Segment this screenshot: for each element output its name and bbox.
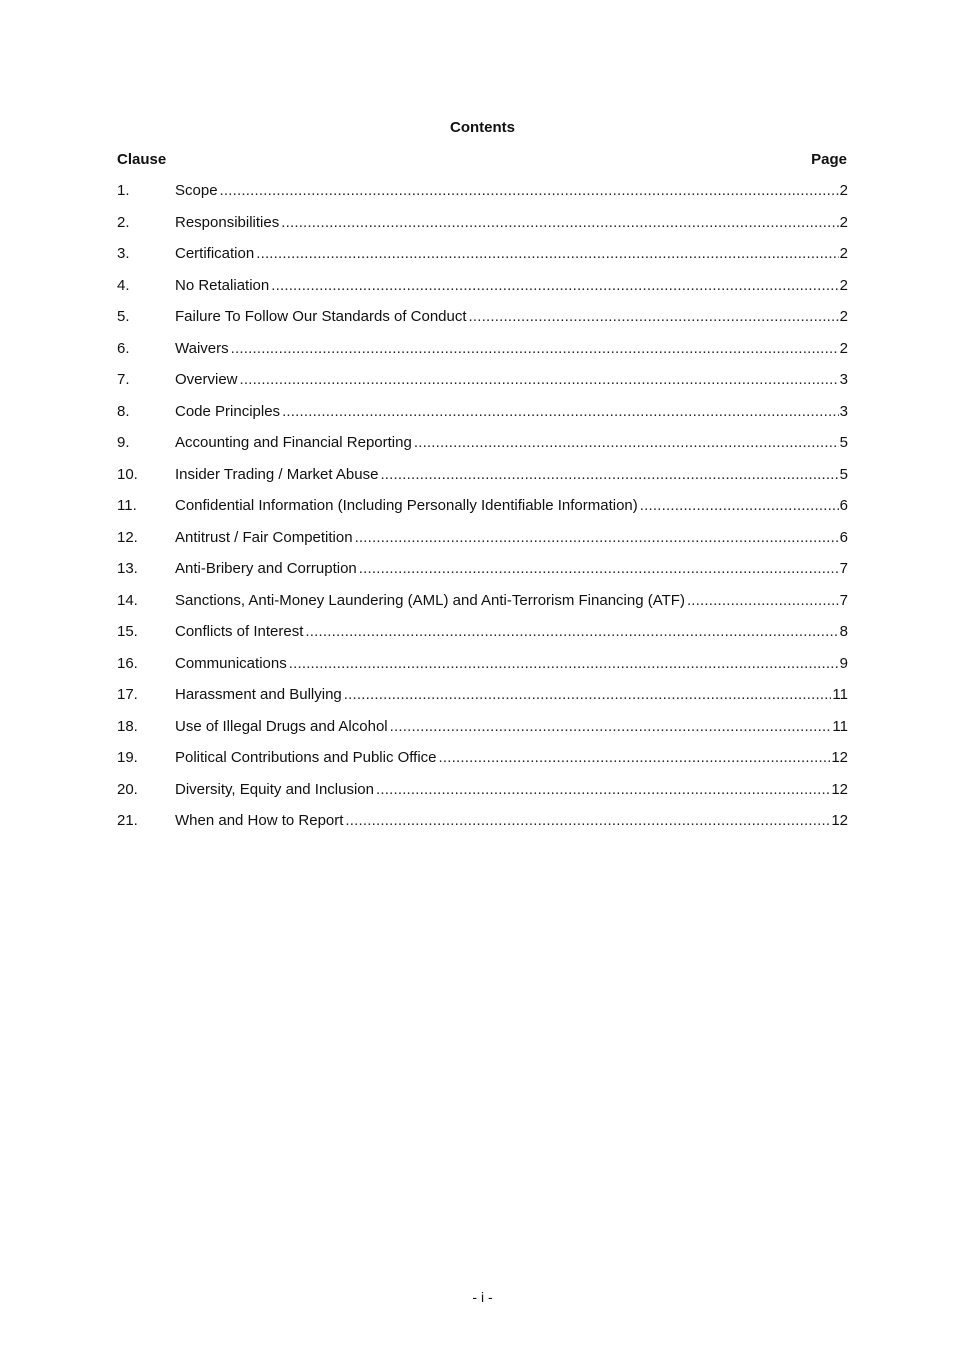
toc-entry-title[interactable]: Confidential Information (Including Personally Identifiable Information) <box>175 497 638 514</box>
toc-entry-number: 8. <box>117 402 130 420</box>
toc-entry[interactable] <box>117 276 848 308</box>
toc-entry-number: 3. <box>117 245 130 262</box>
toc-entry[interactable] <box>117 654 848 686</box>
toc-entry-title[interactable]: Insider Trading / Market Abuse <box>175 465 379 483</box>
toc-entry-page[interactable]: 6 <box>839 497 848 514</box>
dot-leader <box>687 591 839 611</box>
toc-entry-page[interactable]: 6 <box>839 528 848 546</box>
toc-entry-title[interactable]: Harassment and Bullying <box>175 686 342 703</box>
toc-entry-title[interactable]: Communications <box>175 654 287 672</box>
clause-column-header: Clause <box>117 151 167 168</box>
toc-entry-number: 21. <box>117 812 138 829</box>
toc-entry[interactable] <box>117 370 848 402</box>
toc-entry-title[interactable]: Failure To Follow Our Standards of Conduct <box>175 308 467 325</box>
toc-entry-number: 20. <box>117 780 138 798</box>
dot-leader <box>289 654 839 674</box>
dot-leader <box>345 811 830 831</box>
toc-entry-number: 7. <box>117 371 130 388</box>
toc-entry-title[interactable]: Certification <box>175 245 255 262</box>
dot-leader <box>305 622 838 642</box>
dot-leader <box>344 685 832 705</box>
toc-entry-number: 15. <box>117 623 138 640</box>
toc-entry[interactable] <box>117 717 848 749</box>
dot-leader <box>376 780 830 800</box>
dot-leader <box>414 433 839 453</box>
toc-entry-number: 17. <box>117 686 138 703</box>
toc-entry-number: 4. <box>117 276 130 294</box>
dot-leader <box>282 402 839 422</box>
dot-leader <box>256 244 838 264</box>
toc-entry-number: 18. <box>117 717 138 735</box>
toc-entry-number: 6. <box>117 339 130 357</box>
toc-entry-page[interactable]: 12 <box>831 749 848 766</box>
toc-entry[interactable] <box>117 433 848 465</box>
toc-entry[interactable] <box>117 244 848 276</box>
toc-entry-title[interactable]: Political Contributions and Public Office <box>175 749 437 766</box>
table-of-contents <box>117 181 848 843</box>
toc-entry-page[interactable]: 12 <box>831 812 848 829</box>
toc-entry-page[interactable]: 2 <box>839 339 848 357</box>
toc-entry-page[interactable]: 2 <box>839 213 848 231</box>
toc-entry-title[interactable]: Overview <box>175 371 238 388</box>
toc-entry-page[interactable]: 2 <box>839 245 848 262</box>
toc-entry[interactable] <box>117 496 848 528</box>
toc-entry-title[interactable]: Diversity, Equity and Inclusion <box>175 780 374 798</box>
toc-entry-number: 14. <box>117 591 138 609</box>
toc-entry-number: 2. <box>117 213 130 231</box>
toc-entry-number: 1. <box>117 182 130 199</box>
toc-entry-page[interactable]: 2 <box>839 308 848 325</box>
toc-entry-page[interactable]: 11 <box>832 686 848 703</box>
toc-entry-title[interactable]: Accounting and Financial Reporting <box>175 434 412 451</box>
toc-entry-page[interactable]: 8 <box>839 623 848 640</box>
toc-entry-number: 9. <box>117 434 130 451</box>
toc-entry-page[interactable]: 11 <box>832 717 848 735</box>
toc-entry[interactable] <box>117 465 848 497</box>
dot-leader <box>380 465 838 485</box>
toc-entry-page[interactable]: 5 <box>839 465 848 483</box>
toc-entry-page[interactable]: 2 <box>839 276 848 294</box>
dot-leader <box>390 717 832 737</box>
toc-entry[interactable] <box>117 339 848 371</box>
toc-entry-page[interactable]: 9 <box>839 654 848 672</box>
toc-entry[interactable] <box>117 811 848 843</box>
toc-entry-page[interactable]: 3 <box>839 402 848 420</box>
dot-leader <box>231 339 839 359</box>
dot-leader <box>240 370 839 390</box>
toc-entry-title[interactable]: Use of Illegal Drugs and Alcohol <box>175 717 388 735</box>
toc-entry-page[interactable]: 7 <box>839 591 848 609</box>
toc-header-row <box>117 150 847 170</box>
toc-entry-title[interactable]: Waivers <box>175 339 229 357</box>
toc-entry-title[interactable]: No Retaliation <box>175 276 270 294</box>
toc-entry-page[interactable]: 3 <box>839 371 848 388</box>
dot-leader <box>355 528 839 548</box>
toc-entry[interactable] <box>117 622 848 654</box>
toc-entry-title[interactable]: Antitrust / Fair Competition <box>175 528 353 546</box>
dot-leader <box>469 307 839 327</box>
toc-entry-page[interactable]: 5 <box>839 434 848 451</box>
dot-leader <box>281 213 838 233</box>
toc-entry[interactable] <box>117 528 848 560</box>
toc-entry-page[interactable]: 12 <box>831 780 848 798</box>
dot-leader <box>439 748 831 768</box>
toc-entry-title[interactable]: Sanctions, Anti-Money Laundering (AML) and Anti-Terrorism Financing (ATF) <box>175 591 685 609</box>
toc-entry[interactable] <box>117 559 848 591</box>
toc-entry-number: 16. <box>117 654 138 672</box>
toc-entry-title[interactable]: Scope <box>175 182 218 199</box>
toc-entry[interactable] <box>117 685 848 717</box>
toc-entry-title[interactable]: Anti-Bribery and Corruption <box>175 560 357 577</box>
toc-entry[interactable] <box>117 402 848 434</box>
toc-entry-number: 13. <box>117 560 138 577</box>
toc-entry[interactable] <box>117 780 848 812</box>
toc-entry[interactable] <box>117 181 848 213</box>
toc-entry-title[interactable]: Conflicts of Interest <box>175 623 304 640</box>
toc-entry[interactable] <box>117 213 848 245</box>
toc-entry-page[interactable]: 2 <box>839 182 848 199</box>
toc-entry-number: 5. <box>117 308 130 325</box>
toc-entry-title[interactable]: When and How to Report <box>175 812 344 829</box>
dot-leader <box>271 276 838 296</box>
toc-entry-number: 19. <box>117 749 138 766</box>
toc-entry[interactable] <box>117 591 848 623</box>
toc-entry-number: 10. <box>117 465 138 483</box>
toc-entry[interactable] <box>117 748 848 780</box>
toc-entry[interactable] <box>117 307 848 339</box>
dot-leader <box>640 496 839 516</box>
page-footer: - i - <box>472 1289 493 1305</box>
toc-entry-title[interactable]: Code Principles <box>175 402 281 420</box>
page-title: Contents <box>450 119 515 136</box>
toc-entry-number: 12. <box>117 528 138 546</box>
toc-entry-title[interactable]: Responsibilities <box>175 213 280 231</box>
page-column-header: Page <box>811 151 847 168</box>
dot-leader <box>220 181 839 201</box>
toc-entry-number: 11. <box>117 497 137 514</box>
toc-entry-page[interactable]: 7 <box>839 560 848 577</box>
dot-leader <box>359 559 839 579</box>
